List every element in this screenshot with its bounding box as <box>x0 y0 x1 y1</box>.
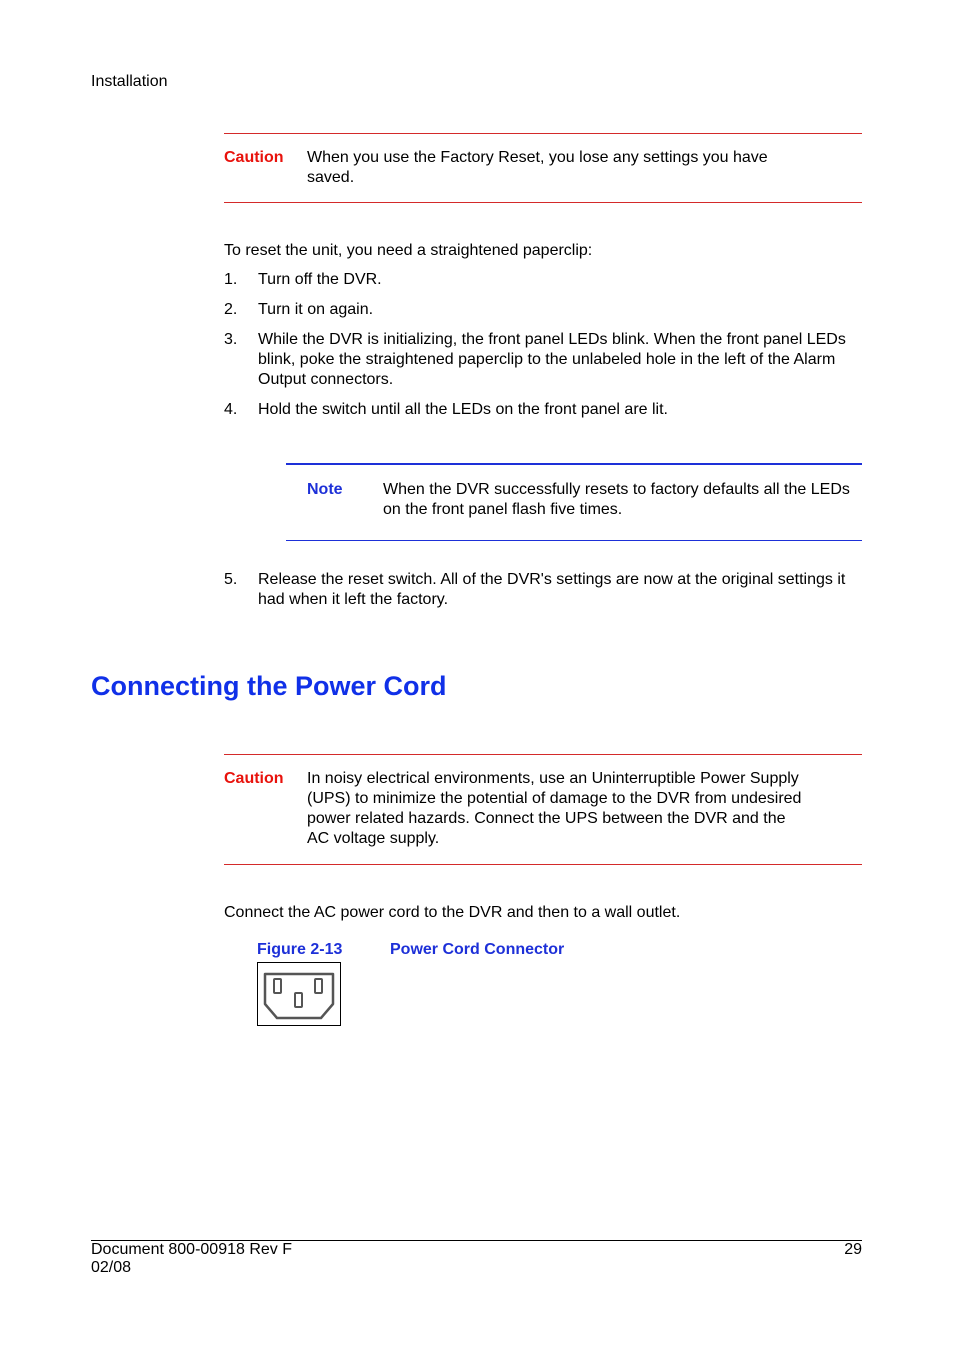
step-number: 1. <box>224 271 238 288</box>
step-number: 5. <box>224 571 238 588</box>
figure-caption: Power Cord Connector <box>390 941 565 958</box>
caution-bottom-rule <box>224 202 862 203</box>
step-text: Turn off the DVR. <box>258 271 382 288</box>
note-top-rule <box>286 463 862 465</box>
caution-label: Caution <box>224 149 284 166</box>
caution-text: When you use the Factory Reset, you lose any settings you have saved. <box>307 149 768 186</box>
figure-number: Figure 2-13 <box>257 941 343 958</box>
note-text: When the DVR successfully resets to factory defaults all the LEDs on the front panel flash five times. <box>383 481 850 518</box>
section-title: Connecting the Power Cord <box>91 671 447 701</box>
step-text: While the DVR is initializing, the front panel LEDs blink. When the front panel LEDs blink, poke the straightened paperclip to the unlabeled hole in the left of the Alarm Output connectors. <box>258 331 846 388</box>
caution-text: In noisy electrical environments, use an Uninterruptible Power Supply (UPS) to minimize the potential of damage to the DVR from undesired power related hazards. Connect the UPS between the DVR and the AC voltage supply. <box>307 770 802 847</box>
step-text: Hold the switch until all the LEDs on the front panel are lit. <box>258 401 668 418</box>
page-number: 29 <box>844 1241 862 1258</box>
running-header: Installation <box>91 73 168 90</box>
step-text: Turn it on again. <box>258 301 374 318</box>
step-number: 3. <box>224 331 238 348</box>
caution-top-rule <box>224 133 862 134</box>
intro-text: To reset the unit, you need a straightened paperclip: <box>224 242 593 259</box>
step-number: 2. <box>224 301 238 318</box>
note-label: Note <box>307 481 343 498</box>
footer-date: 02/08 <box>91 1259 132 1276</box>
power-inlet-icon <box>257 962 341 1026</box>
step-text: Release the reset switch. All of the DVR's settings are now at the original settings it had when it left the factory. <box>258 571 846 608</box>
caution-top-rule <box>224 754 862 755</box>
step-number: 4. <box>224 401 238 418</box>
note-bottom-rule <box>286 540 862 541</box>
caution-bottom-rule <box>224 864 862 865</box>
power-cord-text: Connect the AC power cord to the DVR and then to a wall outlet. <box>224 904 681 921</box>
caution-label: Caution <box>224 770 284 787</box>
footer-document: Document 800-00918 Rev F <box>91 1241 292 1258</box>
